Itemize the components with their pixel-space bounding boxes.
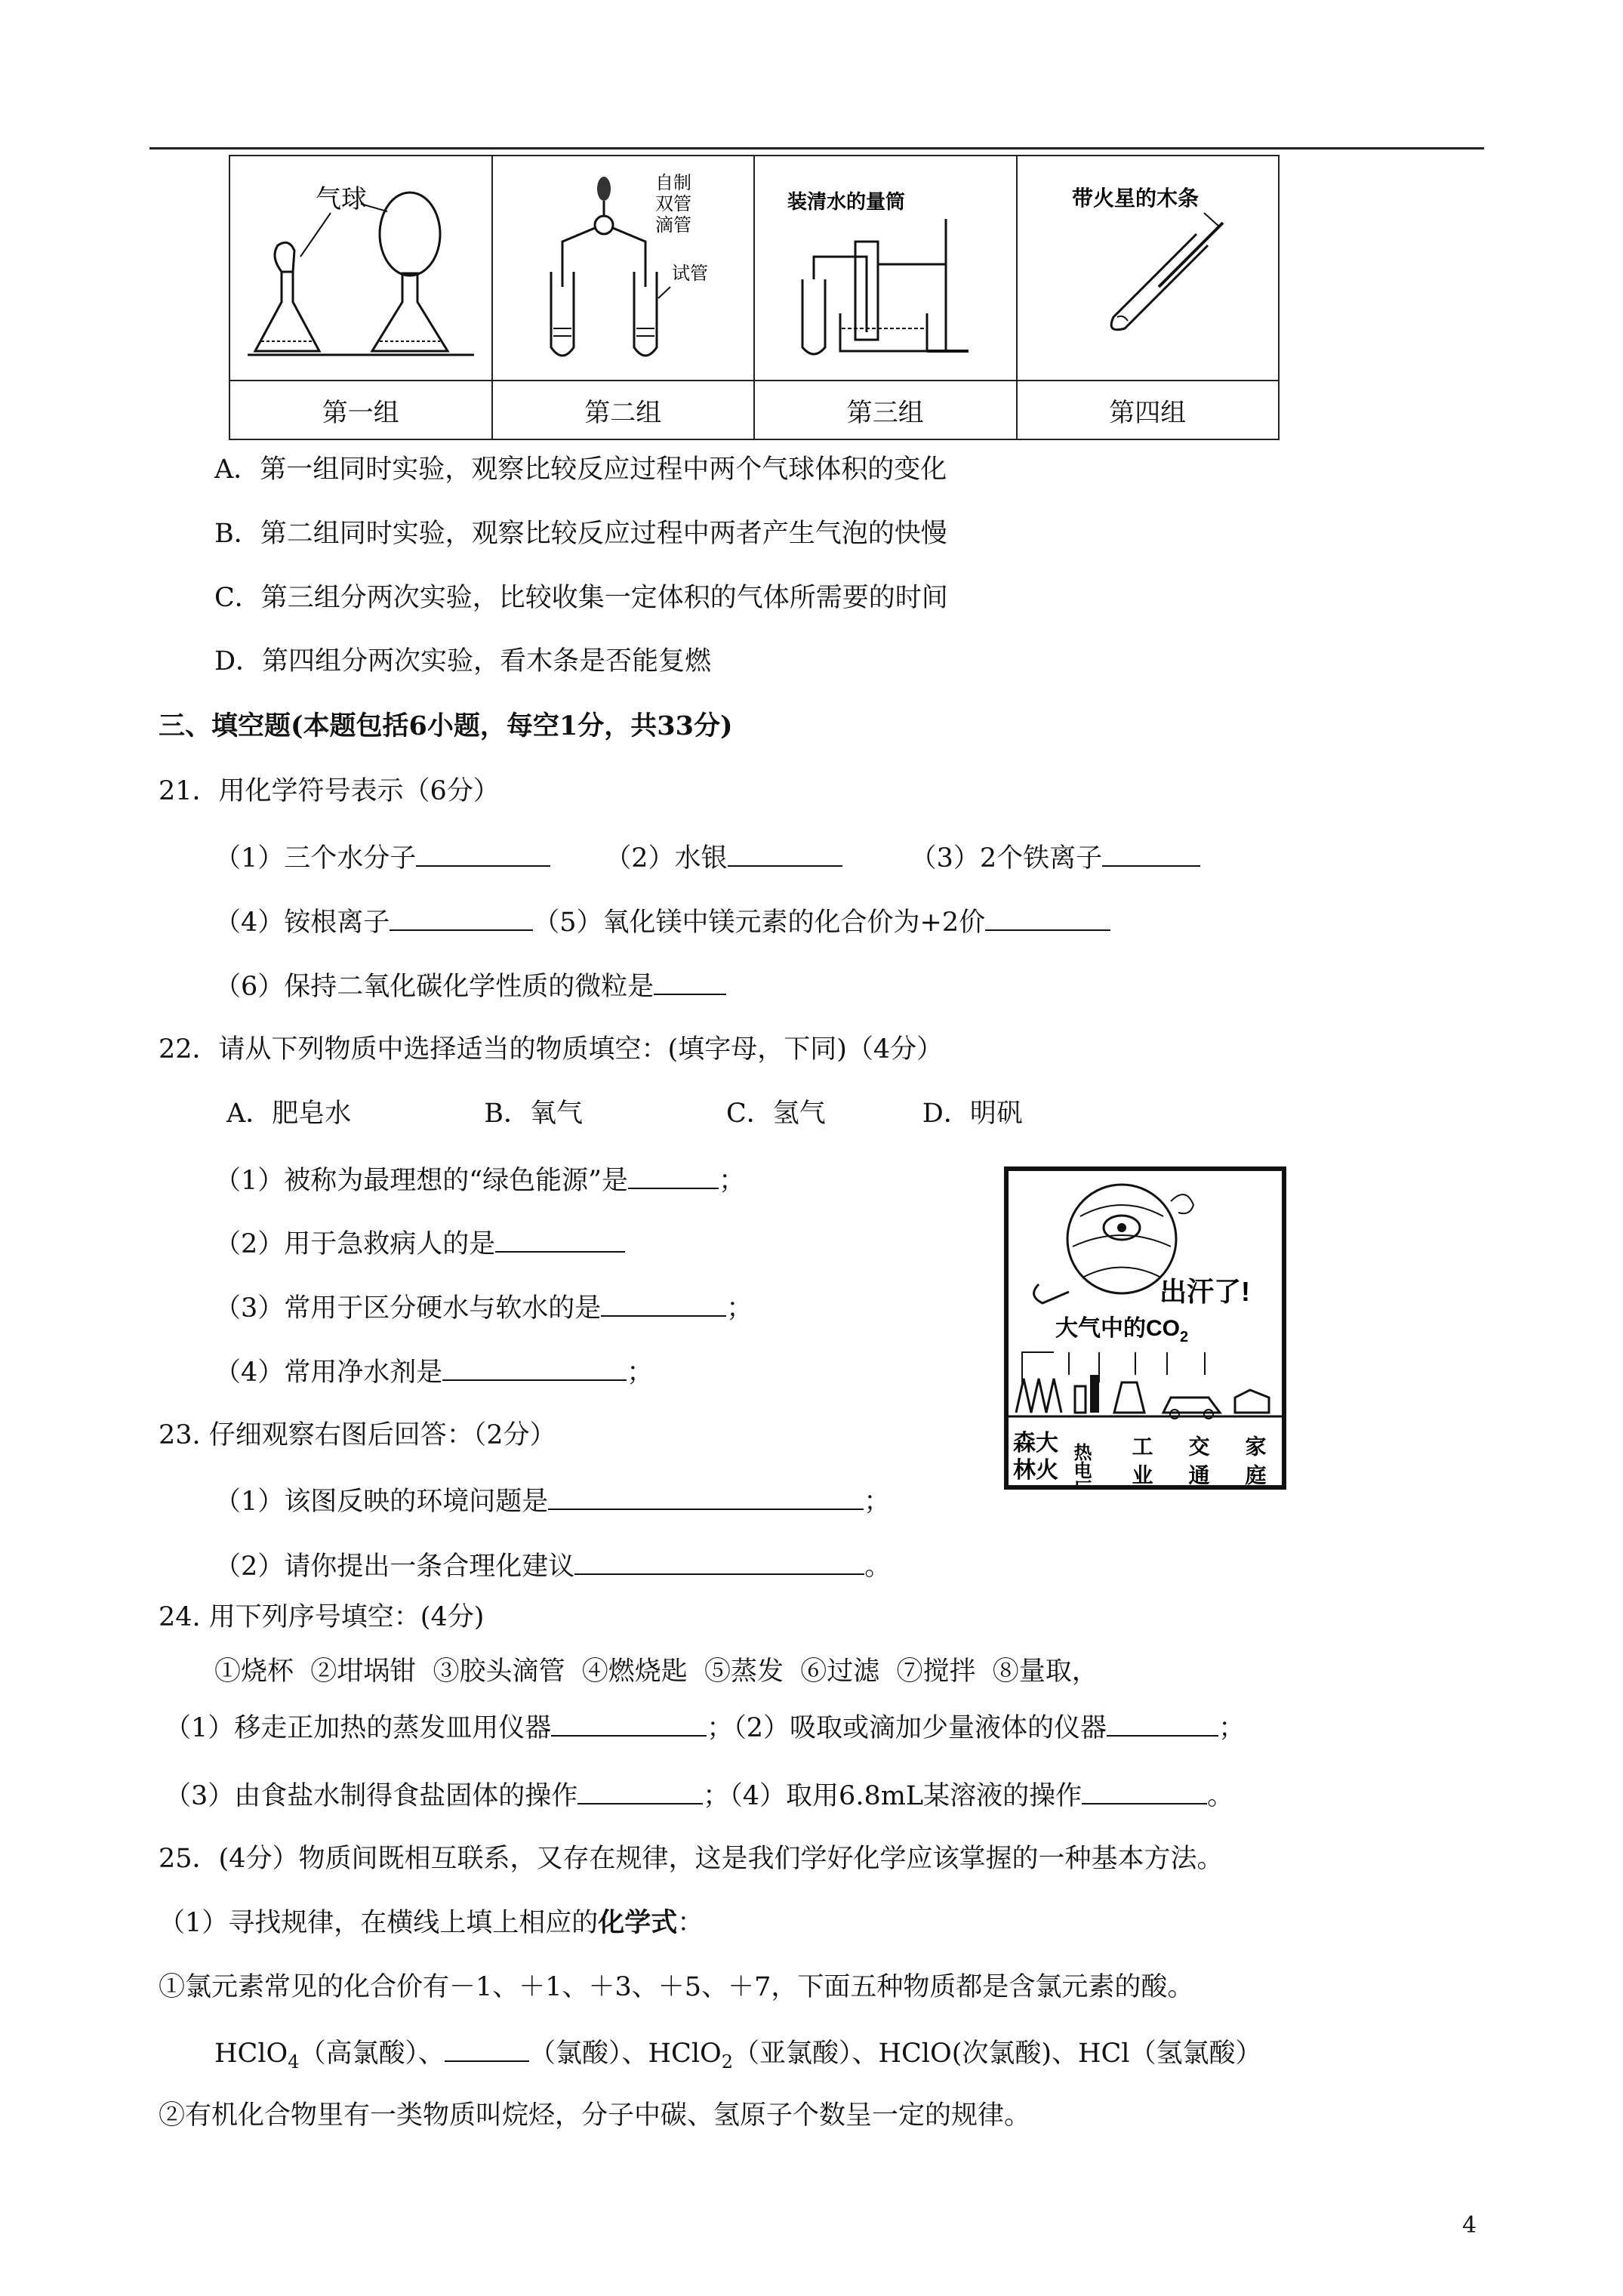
- double-dropper-drawing: [498, 166, 747, 370]
- q24-part-2: ；（2）吸取或滴加少量液体的仪器: [707, 1713, 1107, 1743]
- q23-stem: 23. 仔细观察右图后回答：（2分）: [159, 1420, 556, 1450]
- header-rule: [149, 147, 1484, 149]
- q22-option-c: C．氢气: [726, 1099, 826, 1129]
- q24-row-1: [165, 1709, 1245, 1745]
- q24-part-4: ；（4）取用6.8mL某溶液的操作: [703, 1781, 1083, 1811]
- q22-part-3: （3）常用于区分硬水与软水的是: [214, 1293, 602, 1324]
- q24-part-3: （3）由食盐水制得食盐固体的操作: [165, 1781, 578, 1811]
- q21-row-1: [214, 840, 1200, 875]
- caption-group-4: 第四组: [1017, 381, 1280, 439]
- q22-semicolon-4: ；: [627, 1358, 654, 1388]
- balloon-label: 气球: [315, 185, 367, 214]
- q22-option-d: D．明矾: [922, 1099, 1023, 1129]
- q22-option-b: B．氧气: [484, 1099, 584, 1129]
- q20-option-b: B．第二组同时实验，观察比较反应过程中两者产生气泡的快慢: [214, 519, 947, 549]
- q23-end-2: 。: [864, 1552, 892, 1582]
- splint-label: 带火星的木条: [1072, 186, 1200, 210]
- q24-items: ①烧杯 ②坩埚钳 ③胶头滴管 ④燃烧匙 ⑤蒸发 ⑥过滤 ⑦搅拌 ⑧量取，: [214, 1657, 1098, 1687]
- q25-acid-3: HClO: [648, 2039, 722, 2069]
- testtube-label: 试管: [672, 264, 709, 284]
- q21-blank-6[interactable]: [654, 968, 726, 995]
- q25-sub-1: [159, 1906, 704, 1940]
- cartoon-co2-prefix: 大气中的CO: [1055, 1316, 1180, 1341]
- cartoon-label-household: 家庭: [1242, 1435, 1266, 1485]
- q25-acid-3-name: （亚氯酸）、HClO(次氯酸)、HCl（氢氯酸）: [733, 2039, 1262, 2069]
- q22-stem: 22．请从下列物质中选择适当的物质填空：(填字母，下同)（4分）: [159, 1034, 944, 1065]
- q25-blank-chloric-acid[interactable]: [445, 2035, 529, 2062]
- q21-row-3: [214, 968, 726, 1003]
- q22-part-2: （2）用于急救病人的是: [214, 1229, 496, 1259]
- q24-blank-3[interactable]: [577, 1777, 703, 1804]
- q22-options: [226, 1097, 1023, 1130]
- q22-blank-2[interactable]: [495, 1225, 625, 1253]
- q21-part-2: （2）水银: [605, 843, 728, 874]
- q25-rule-2: ②有机化合物里有一类物质叫烷烃，分子中碳、氢原子个数呈一定的规律。: [159, 2100, 1031, 2131]
- homemade-label: 自制: [655, 173, 692, 193]
- q21-part-4: （4）铵根离子: [214, 908, 390, 938]
- q21-stem: 21．用化学符号表示（6分）: [159, 776, 500, 806]
- cartoon-label-forest-b: 林火: [1013, 1458, 1058, 1483]
- figure-group-1: [229, 156, 492, 381]
- q22-row-1: [214, 1162, 745, 1197]
- q25-acid-1-name: （高氯酸）、: [299, 2039, 445, 2069]
- q23-end-1: ；: [864, 1487, 891, 1517]
- q22-blank-1[interactable]: [628, 1162, 719, 1189]
- q22-semicolon-1: ；: [719, 1166, 746, 1196]
- q23-blank-2[interactable]: [574, 1548, 864, 1575]
- q24-blank-2[interactable]: [1107, 1709, 1218, 1737]
- q25-stem: 25．(4分）物质间既相互联系，又存在规律，这是我们学好化学应该掌握的一种基本方法。: [159, 1844, 1224, 1874]
- q24-blank-1[interactable]: [551, 1709, 707, 1737]
- experiment-figure-table: [229, 155, 1280, 440]
- q21-blank-2[interactable]: [728, 840, 842, 867]
- q23-row-1: [214, 1483, 890, 1518]
- double-label: 双管: [655, 194, 692, 214]
- cartoon-co2-sub: 2: [1180, 1329, 1189, 1345]
- cartoon-sweat-text: 出汗了!: [1160, 1276, 1250, 1307]
- caption-group-1: 第一组: [229, 381, 492, 439]
- glowing-splint-drawing: [1034, 166, 1261, 370]
- q24-semicolon: ；: [1218, 1713, 1246, 1743]
- co2-cartoon-figure: [1004, 1166, 1286, 1490]
- caption-group-3: 第三组: [754, 381, 1017, 439]
- q25-acids: [214, 2035, 1262, 2079]
- q23-part-1: （1）该图反映的环境问题是: [214, 1487, 549, 1517]
- caption-group-2: 第二组: [492, 381, 755, 439]
- q22-blank-3[interactable]: [601, 1290, 726, 1317]
- q24-end: 。: [1207, 1781, 1234, 1811]
- cartoon-label-power: 热电厂: [1070, 1443, 1090, 1485]
- cartoon-label-forest-a: 森大: [1013, 1431, 1058, 1456]
- dropper-label: 滴管: [655, 215, 692, 236]
- q21-part-3: （3）2个铁离子: [910, 843, 1103, 874]
- sweating-earth-cartoon: [1009, 1171, 1282, 1485]
- figure-group-3: [754, 156, 1017, 381]
- q24-row-2: [165, 1777, 1233, 1813]
- figure-group-4: [1017, 156, 1280, 381]
- q25-sub-1-suffix: ：: [677, 1908, 704, 1938]
- balloon-flasks-drawing: [248, 166, 474, 370]
- q23-part-2: （2）请你提出一条合理化建议: [214, 1552, 575, 1582]
- q22-option-a: A．肥皂水: [226, 1099, 352, 1129]
- q21-part-6: （6）保持二氧化碳化学性质的微粒是: [214, 972, 654, 1002]
- q22-blank-4[interactable]: [442, 1354, 627, 1381]
- q21-row-2: [214, 904, 1110, 939]
- q25-acid-3-sub: 2: [721, 2051, 733, 2073]
- cartoon-co2-text: [1055, 1316, 1188, 1345]
- q21-blank-3[interactable]: [1102, 840, 1200, 867]
- cartoon-label-industry: 工业: [1129, 1435, 1153, 1485]
- figure-group-2: [492, 156, 755, 381]
- q21-part-5: （5）氧化镁中镁元素的化合价为+2价: [533, 908, 986, 938]
- q22-row-2: [214, 1225, 625, 1261]
- q25-acid-2-name: （氯酸）、: [529, 2039, 648, 2069]
- page-number: 4: [1462, 2212, 1477, 2239]
- q22-row-3: [214, 1290, 753, 1325]
- cylinder-label: 装清水的量筒: [787, 190, 905, 213]
- q25-acid-1-sub: 4: [288, 2051, 300, 2073]
- q21-blank-1[interactable]: [416, 840, 550, 867]
- q23-blank-1[interactable]: [548, 1483, 864, 1510]
- cartoon-label-traffic: 交通: [1185, 1435, 1209, 1485]
- q23-row-2: [214, 1548, 891, 1583]
- section-3-heading: 三、填空题(本题包括6小题，每空1分，共33分): [159, 710, 733, 741]
- q25-rule-1: ①氯元素常见的化合价有－1、＋1、＋3、＋5、＋7，下面五种物质都是含氯元素的酸。: [159, 1972, 1194, 2002]
- q20-option-c: C．第三组分两次实验，比较收集一定体积的气体所需要的时间: [214, 583, 948, 613]
- q21-blank-4[interactable]: [390, 904, 533, 931]
- q24-part-1: （1）移走正加热的蒸发皿用仪器: [165, 1713, 552, 1743]
- q25-acid-1: HClO: [214, 2039, 288, 2069]
- q20-option-d: D．第四组分两次实验，看木条是否能复燃: [214, 646, 712, 676]
- q21-part-1: （1）三个水分子: [214, 843, 417, 874]
- q22-row-4: [214, 1354, 653, 1389]
- q25-sub-1-bold: 化学式: [598, 1907, 678, 1938]
- q22-part-4: （4）常用净水剂是: [214, 1358, 443, 1388]
- q25-sub-1-prefix: （1）寻找规律，在横线上填上相应的: [159, 1908, 599, 1938]
- q24-stem: 24. 用下列序号填空：(4分): [159, 1602, 485, 1632]
- q22-part-1: （1）被称为最理想的“绿色能源”是: [214, 1166, 629, 1196]
- q20-option-a: A．第一组同时实验，观察比较反应过程中两个气球体积的变化: [214, 455, 947, 485]
- q22-semicolon-3: ；: [726, 1293, 753, 1324]
- q24-blank-4[interactable]: [1082, 1777, 1207, 1804]
- q21-blank-5[interactable]: [985, 904, 1110, 931]
- measuring-cylinder-drawing: [772, 166, 999, 370]
